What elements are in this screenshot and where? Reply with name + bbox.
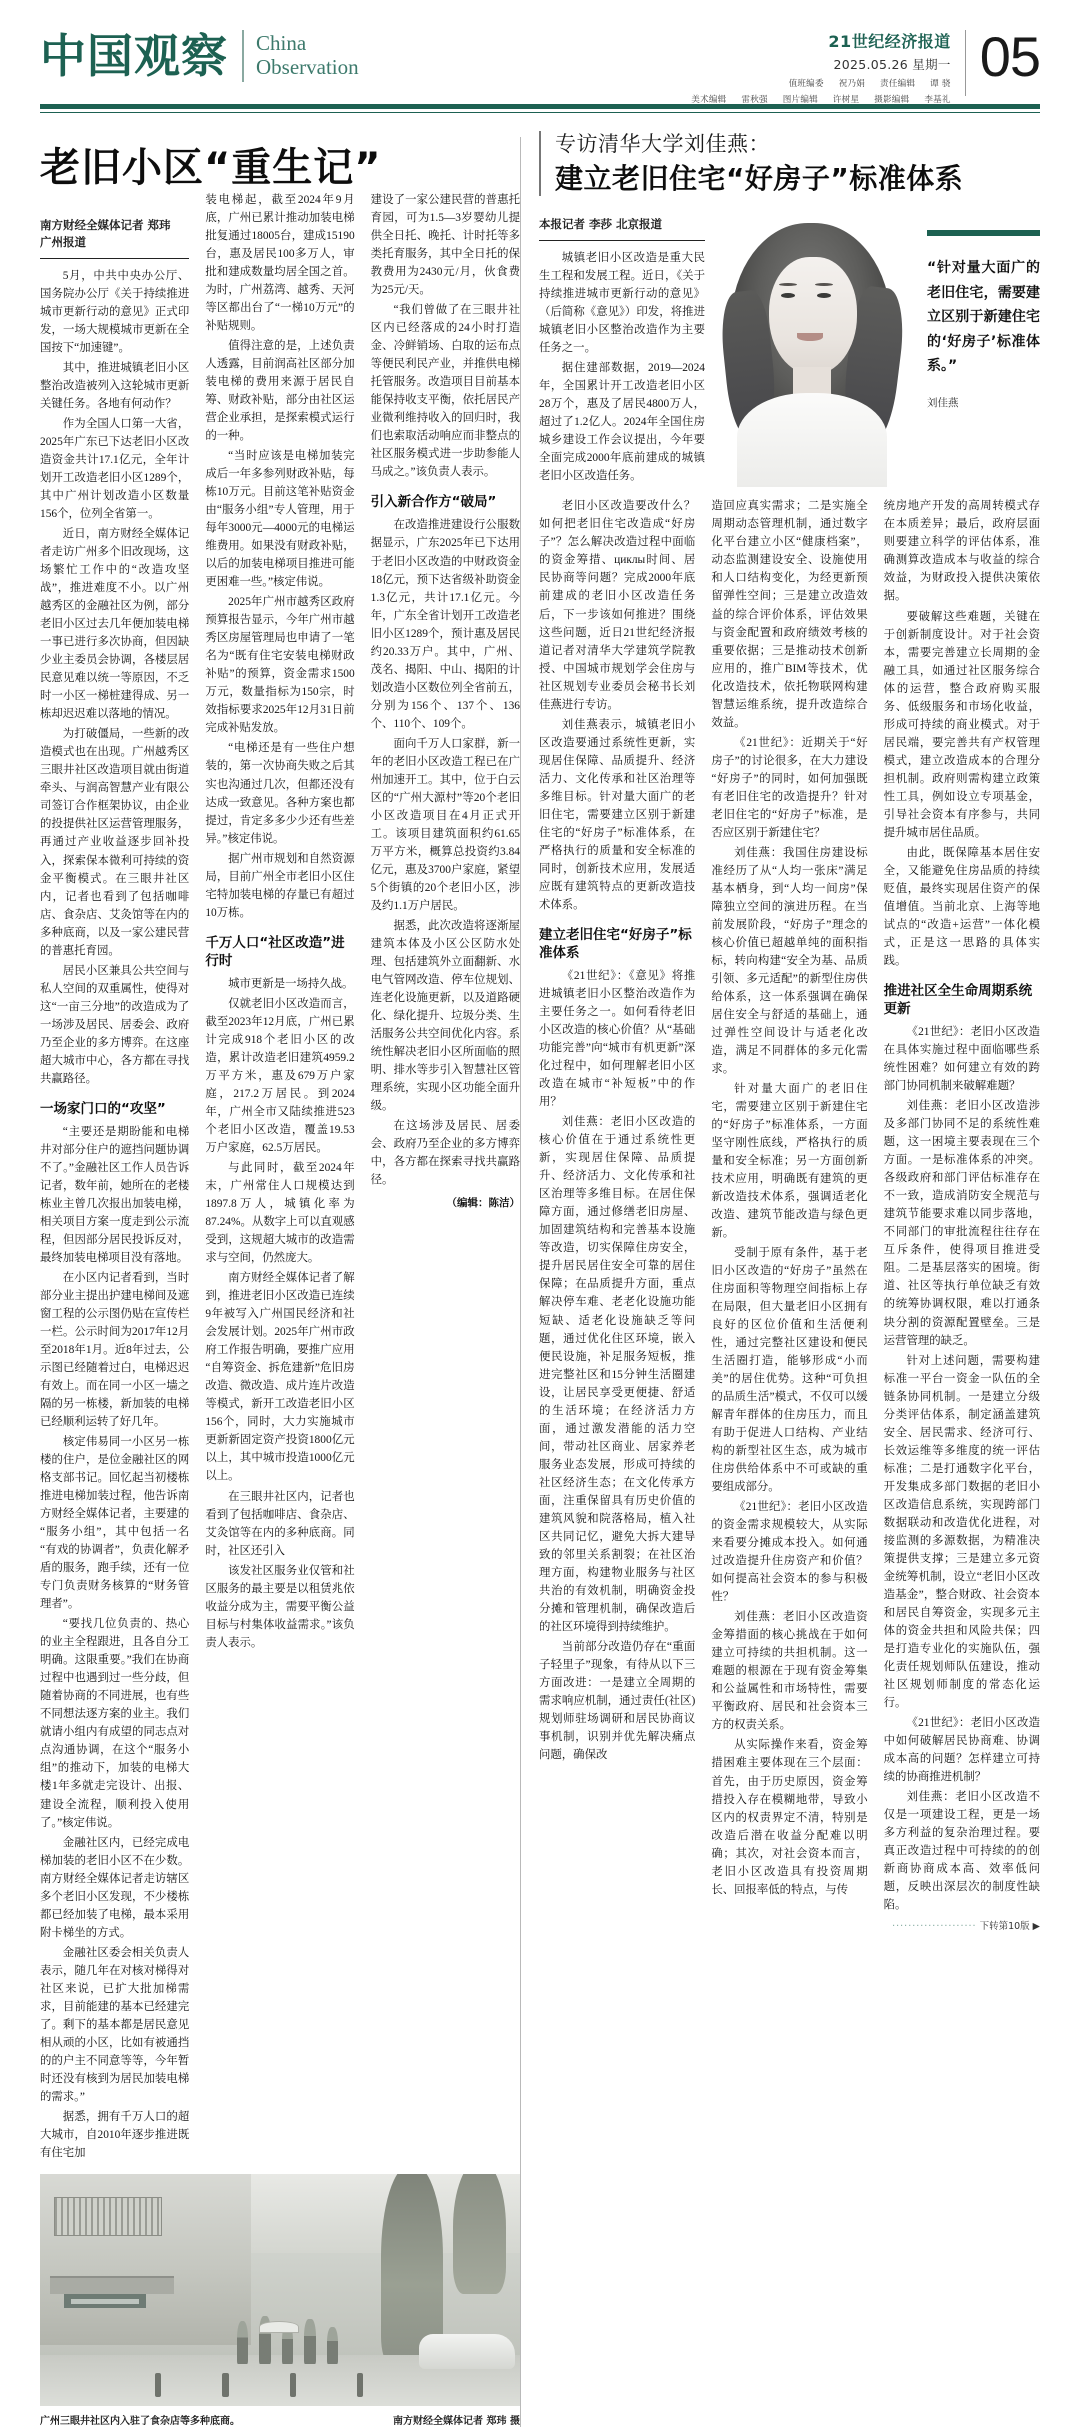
- paragraph: 《21世纪》：老旧小区改造在具体实施过程中面临哪些系统性困难？如何建立有效的跨部门协同机制来破解难题？: [883, 1026, 1040, 1093]
- paragraph: 《21世纪》：近期关于“好房子”的讨论很多，在大力建设“好房子”的同时，如何加强既有老旧住宅的改造提升？针对老旧住宅的“好房子”标准，是否应区别于新建住宅？: [711, 736, 868, 839]
- right-column-3: [884, 497, 1040, 1932]
- paragraph: 值得注意的是，上述负责人透露，目前润高社区部分加装电梯的费用来源于居民自筹、财政补贴，部分由社区运营企业承担，是探索模式运行的一种。: [205, 340, 355, 443]
- masthead-rule-thin: [40, 112, 1040, 113]
- right-story-subheading-1: 建立老旧住宅“好房子”标准体系: [539, 926, 692, 961]
- photo-tree-small: [453, 2174, 506, 2295]
- paragraph: 为打破僵局，一些新的改造模式也在出现。广州越秀区三眼井社区改造项目就由街道牵头、与润高智慧产业有限公司签订合作框架协议，由企业的投提供社区运营管理服务，再通过产业收益逐步回补投入，探索保本微利可持续的资金平衡模式。在三眼井社区内，记者也看到了包括咖啡店、食杂店、艾灸馆等在内的多种底商，以及一家公建民营的普惠托育园。: [40, 728, 190, 957]
- publication-logo: [40, 30, 359, 82]
- left-column-1: [40, 191, 189, 2164]
- left-column-3: [371, 191, 520, 2164]
- right-column-2: [711, 497, 867, 1932]
- paragraph: 据悉，拥有千万人口的超大城市，自2010年逐步推进既有住宅加: [40, 2110, 190, 2159]
- right-headline-text: [555, 131, 963, 196]
- interviewee-portrait-wrap: [711, 216, 911, 487]
- paragraph: 建设了一家公建民营的普惠托育园，可为1.5—3岁婴幼儿提供全日托、晚托、计时托等多类托育服务，其中全日托的保教费用为2430元/月，伙食费为25元/天。: [370, 194, 520, 297]
- pullquote-attribution: 刘佳燕: [927, 396, 959, 409]
- paragraph: 老旧小区改造要改什么？如何把老旧住宅改造成“好房子”？怎么解决改造过程中面临的资金筹措、циклы时间、居民协商等问题？完成2000年底前建成的老旧小区改造任务后，下一步该如何推进？围绕这些问题，近日21世纪经济报道记者对清华大学建筑学院教授、中国城市规划学会住房与社区规划专业委员会秘书长刘佳燕进行专访。: [539, 500, 696, 711]
- staff-label-art-editor: 美术编辑: [691, 95, 727, 105]
- paragraph: “电梯还是有一些住户想装的，第一次协商失败之后其实也沟通过几次，但都还没有达成一致意见。各种方案也都提过，肯定多多少少还有些差异。”核定伟说。: [205, 742, 355, 845]
- paragraph: 与此同时，截至2024年末，广州常住人口规模达到1897.8万人，城镇化率为87.24%。从数字上可以直观感受到，这规超大城市的改造需求与空间，仍然庞大。: [205, 1162, 355, 1265]
- paragraph: 刘佳燕：老旧小区改造不仅是一项建设工程，更是一场多方利益的复杂治理过程。要真正改造过程中可持续的的创新商协商成本高、效率低问题，反映出深层次的制度性缺陷。: [883, 1790, 1040, 1911]
- paragraph: 面向千万人口家群，新一年的老旧小区改造工程已在广州加速开工。其中，位于白云区的“广州大源村”等20个老旧小区改造项目在4月正式开工。该项目建筑面积约61.65万平方米，概算总投资约3.84亿元，惠及3700户家庭，紧望5个街镇的20个老旧小区，涉及约1.1万户居民。: [370, 737, 520, 912]
- left-story-columns-top: [40, 191, 520, 2164]
- right-story-headline: 建立老旧住宅“好房子”标准体系: [555, 162, 964, 196]
- photo-umbrella: [259, 2321, 298, 2333]
- paragraph: “当时应该是电梯加装完成后一年多参列财政补贴，每栋10万元。目前这笔补贴资金由“服务小组”专人管理，用于每年3000元—4000元的电梯运维费用。如果没有财政补贴，以后的加装电梯项目推进可能更困难一些。”核定伟说。: [205, 450, 355, 589]
- left-story: [40, 131, 520, 2427]
- left-column-2: [205, 191, 354, 2164]
- publication-info: [679, 30, 950, 105]
- paragraph: 该发社区服务业仅管和社区服务的最主要是以租赁兆依收益分成为主，需要平衡公益目标与村集体收益需求。”该负责人表示。: [205, 1564, 355, 1649]
- photo-caption-text: 广州三眼井社区内入驻了食杂店等多种底商。: [40, 2415, 240, 2427]
- paragraph: 在小区内记者看到，当时部分业主提出护建电梯间及遮窗工程的公示图仍贴在宣传栏一栏。公示时间为2017年12月至2018年1月。近8年过去，公示图已经随着过白，电梯迟迟有效上。而在同一小区一墙之隔的另一栋楼，新加装的电梯已经顺利运转了好几年。: [40, 1272, 190, 1429]
- page-content: [40, 131, 1040, 2427]
- staff-label-photography-editor: 摄影编辑: [874, 95, 910, 105]
- paragraph: 刘佳燕：老旧小区改造资金筹措面的核心挑战在于如何建立可持续的共担机制。这一难题的根源在于现有资金筹集和公益属性和市场特性，需要平衡政府、居民和社会资本三方的权责关系。: [711, 1611, 868, 1732]
- photo-person: [304, 2319, 315, 2364]
- paragraph: 统房地产开发的高周转模式存在本质差异；最后，政府层面则要建立科学的评估体系，准确测算改造成本与收益的综合效益，为财政投入提供决策依据。: [883, 500, 1040, 603]
- photo-car: [419, 2334, 515, 2369]
- paragraph: 由此，既保障基本居住安全，又能避免住房品质的持续贬值，最终实现居住资产的保值增值。当前北京、上海等地试点的“改造+运营”一体化模式，正是这一思路的具体实践。: [883, 846, 1040, 967]
- logo-divider: [242, 30, 244, 82]
- street-scene-photo: [40, 2174, 520, 2406]
- paragraph: 针对上述问题，需要构建标准一平台一资金一队伍的全链条协同机制。一是建立分级分类评估体系，制定涵盖建筑安全、居民需求、经济可行、长效运维等多维度的统一评估标准；二是打通数字化平台，开发集成多部门数据的老旧小区改造信息系统，实现跨部门数据联动和改造优化进程，对接监测的多源数据，为精准决策提供支撑；三是建立多元资金统筹机制，设立“老旧小区改造基金”，整合财政、社会资本和居民自筹资金，实现多元主体的资金共担和风险共保；四是打造专业化的实施队伍，强化责任规划师队伍建设，推动社区规划师制度的常态化运行。: [883, 1354, 1040, 1709]
- publication-date: 2025.05.26 星期一: [833, 57, 951, 72]
- page-number: 05: [979, 25, 1040, 88]
- continuation-text: 下转第10版: [979, 1921, 1030, 1933]
- staff-name-photo-editor: 许树星: [832, 95, 860, 105]
- paragraph: 针对量大面广的老旧住宅，需要建立区别于新建住宅的“好房子”标准体系，一方面坚守刚性底线，严格执行的质量和安全标准；另一方面创新技术应用，明确既有建筑的更新改造技术体系，强调适老化改造、建筑节能改造与绿色更新。: [711, 1082, 868, 1240]
- right-intro-column: [539, 216, 705, 487]
- byline-reporter: 南方财经全媒体记者 郑玮: [40, 218, 171, 232]
- logo-english-line1: China: [256, 31, 307, 56]
- paper-name: 21世纪经济报道: [828, 32, 951, 51]
- right-story-header: [539, 131, 1040, 196]
- paragraph: 刘佳燕：老旧小区改造的核心价值在于通过系统性更新，实现居住保障、品质提升、经济活力、文化传承和社区治理等多维目标。在居住保障方面，通过修缮老旧房屋、加固建筑结构和完善基本设施等改造，切实保障住房安全，提升居民居住安全可靠的居住保障；在品质提升方面，重点解决停车难、老老化设施功能短缺、适老化设施缺乏等问题，通过优化住区环境，嵌入便民设施，补足服务短板，推进完整社区和15分钟生活圈建设，让居民享受更便捷、舒适的生活环境；在经济活力方面，通过激发潜能的活力空间，带动社区商业、居家养老服务业态发展，形成可持续的社区经济生态；在文化传承方面，注重保留具有历史价值的建筑风貌和院落格局，植入社区共同记忆，避免大拆大建导致的邻里关系割裂；在社区治理方面，构建物业服务与社区共治的有效机制，明确资金投分摊和管理机制，确保改造后的社区环境得到持续维护。: [539, 1116, 696, 1633]
- byline-rule: [40, 258, 189, 260]
- photo-shop-sign: [64, 2294, 146, 2308]
- logo-chinese-title: 中国观察: [40, 29, 228, 83]
- byline-location: 广州报道: [40, 235, 86, 250]
- staff-name-art-editor: 雷秋强: [741, 95, 768, 105]
- paragraph: 城市更新是一场持久战。: [228, 978, 354, 991]
- staff-credits-line2: [679, 93, 950, 105]
- paragraph: 在这场涉及居民、居委会、政府乃至企业的多方博弈中，各方都在探索寻找共赢路径。: [370, 1119, 520, 1187]
- left-story-subheading-2: 千万人口“社区改造”进行时: [205, 934, 345, 969]
- left-story-subheading-3: 引入新合作方“破局”: [370, 494, 497, 511]
- paragraph: 装电梯起，截至2024年9月底，广州已累计推动加装电梯批复通过18005台，建成15190台，惠及居民100多万人，审批和建成数量均居全国之首。为时，广州荔湾、越秀、天河等区都出台了“一梯10万元”的补贴规则。: [205, 194, 355, 333]
- continuation-note: ····················· 下转第10版 ▶: [892, 1921, 1040, 1933]
- paragraph: 据广州市规划和自然资源局，目前广州全市老旧小区住宅特加装电梯的存量已有超过10万栋。: [205, 852, 355, 919]
- staff-name-responsible-editor: 谭 骁: [930, 79, 951, 89]
- staff-label-photo-editor: 图片编辑: [782, 95, 818, 105]
- masthead-right: [679, 25, 1040, 105]
- paragraph: 其中，推进城镇老旧小区整治改造被列入这轮城市更新关键任务。各地有何动作？: [40, 362, 190, 411]
- portrait-body: [737, 393, 887, 487]
- right-story-top-block: [539, 216, 1040, 487]
- paragraph: 近日，南方财经全媒体记者走访广州多个旧改现场，这场繁忙工作中的“改造攻坚战”，推进难度不小。以广州越秀区的金融社区为例，部分老旧小区过去几年便加装电梯一事已进行多次协商，但因缺少业主委员会协调，各楼层居民意见难以统一等原因，不乏时一小区一梯桩建得成、另一栋却迟迟难以落地的情况。: [40, 528, 190, 721]
- pullquote-block: [917, 216, 1040, 487]
- right-story-columns: [539, 497, 1040, 1932]
- left-story-subheading-1: 一场家门口的“攻坚”: [40, 1100, 166, 1117]
- staff-label-duty-editor: 值班编委: [788, 79, 824, 89]
- staff-name-photography-editor: 李基礼: [924, 95, 951, 105]
- interviewee-portrait: [713, 217, 909, 487]
- right-story-subheading-2: 推进社区全生命周期系统更新: [883, 982, 1033, 1018]
- logo-english-line2: Observation: [256, 55, 359, 79]
- paragraph: 作为全国人口第一大省，2025年广东已下达老旧小区改造资金共计17.1亿元，全年计划开工改造老旧小区1289个，其中广州计划改造小区数量156个，位列全省第一。: [40, 418, 190, 521]
- paragraph: 当前部分改造仍存在“重面子轻里子”现象，有待从以下三方面改进：一是建立全周期的需求响应机制，通过责任(社区)规划师驻场调研和居民协商议事机制，识别并优先解决痛点问题，确保改: [539, 1640, 696, 1761]
- continuation-dots: ·····················: [892, 1921, 977, 1933]
- paragraph: 据住建部数据，2019—2024年，全国累计开工改造老旧小区28万个，惠及了居民4800万人，超过了1.2亿人。2024年全国住房城乡建设工作会议提出，今年要全面完成2000年底前建成的城镇老旧小区改造任务。: [539, 362, 705, 483]
- left-story-headline: 老旧小区“重生记”: [40, 145, 382, 191]
- paragraph: 在三眼井社区内，记者也看到了包括咖啡店、食杂店、艾灸馆等在内的多种底商。同时，社区还引入: [205, 1490, 355, 1557]
- right-story-byline: 本报记者 李莎 北京报道: [539, 217, 663, 232]
- right-headline-accent-bar: [539, 131, 541, 196]
- staff-name-duty-editor: 祝乃娟: [838, 79, 866, 89]
- paragraph: 要破解这些难题，关键在于创新制度设计。对于社会资本，需要完善建立长周期的金融工具，如通过社区服务综合体的运营，整合政府购买服务、低级服务和市场化收益，形成可持续的商业模式。对于居民端，要完善共有产权管理模式，建立改造成本的合理分担机制。政府则需构建立政策性工具，例如设立专项基金，引导社会资本有序参与，共同提升城市居住品质。: [883, 610, 1040, 839]
- masthead-vertical-divider: [965, 30, 966, 96]
- logo-english-title: [256, 32, 359, 79]
- paragraph: “主要还是期盼能和电梯井对部分住户的遮挡问题协调不了。”金融社区工作人员告诉记者，数年前，她所在的老楼栋业主曾几次报出加装电梯，相关项目方案一度走到公示流程，但因部分居民投诉反对，最终加装电梯项目没有落地。: [40, 1125, 190, 1265]
- photo-credit: 南方财经全媒体记者 郑玮 摄: [393, 2415, 520, 2427]
- left-story-photo-block: [40, 2174, 520, 2427]
- photo-awning: [50, 2276, 175, 2294]
- paragraph: 《21世纪》：老旧小区改造中如何破解居民协商难、协调成本高的问题？怎样建立可持续的协商推进机制？: [883, 1716, 1040, 1783]
- pullquote-text: “针对量大面广的老旧住宅，需要建立区别于新建住宅的‘好房子’标准体系。”: [927, 260, 1040, 375]
- paragraph: 受制于原有条件，基于老旧小区改造的“好房子”虽然在住房面积等物理空间指标上存在局限，但大量老旧小区拥有良好的区位价值和生活便利性，通过完整社区建设和便民生活圈打造，能够形成“小而美”的居住优势。这种“可负担的品质生活”模式，不仅可以缓解青年群体的住房压力，而且有助于促进人口结构、产业结构的新型社区生态，成为城市住房供给体系中不可或缺的重要组成部分。: [711, 1247, 868, 1494]
- paragraph: 造回应真实需求；二是实施全周期动态管理机制，通过数字化平台建立小区“健康档案”，动态监测建设安全、设施使用和人口结构变化，为经更新预留弹性空间；三是建立改造效益的综合评价体系，评估效果与资金配置和政府绩效考核的重要依据；三是推动技术创新应用的，推广BIM等技术，优化改造技术，依托物联网构建智慧运维系统，提升改造综合效益。: [711, 500, 868, 729]
- photo-person: [237, 2321, 248, 2364]
- photo-person: [327, 2327, 338, 2364]
- paragraph: 从实际操作来看，资金筹措困难主要体现在三个层面：首先，由于历史原因，资金筹措投入存在模糊地带，导致小区内的权责界定不清，特别是改造后潜在收益分配难以明确；其次，对社会资本而言，老旧小区改造具有投资周期长、回报率低的特点，与传: [711, 1739, 868, 1896]
- paragraph: 刘佳燕表示，城镇老旧小区改造要通过系统性更新，实现居住保障、品质提升、经济活力、文化传承和社区治理等多维目标。针对量大面广的老旧住宅，需要建立区别于新建住宅的“好房子”标准体系，在严格执行的质量和安全标准的同时，创新技术应用，发展适应既有建筑特点的更新改造技术体系。: [539, 718, 696, 911]
- paragraph: 金融社区委会相关负责人表示，随几年在对核对梯得对社区来说，已扩大批加梯需求，目前能建的基本已经建完了。剩下的基本都是居民意见相从顽的小区，比如有被通挡的的户主不同意等等，今年暂时还没有核到为居民加装电梯的需求。”: [40, 1946, 190, 2103]
- photo-pedestrians: [232, 2304, 357, 2364]
- photo-bollard: [155, 2373, 161, 2396]
- photo-bollard: [290, 2373, 296, 2396]
- paragraph: 2025年广州市越秀区政府预算报告显示，今年广州市越秀区房屋管理局也申请了一笔名为“既有住宅安装电梯财政补贴”的预算，资金需求1500万元，数量指标为150宗，时效指标要求2025年12月31日前完成补贴发放。: [205, 596, 355, 735]
- photo-bollard: [222, 2373, 228, 2396]
- right-column-1: [539, 497, 695, 1932]
- paragraph: 在改造推进建设行公服数据显示，广东2025年已下达用于老旧小区改造的中财政资金18亿元，预下达省级补助资金1.3亿元，共计17.1亿元。今年，广东全省计划开工改造老旧小区1289个，预计惠及居民约20.33万户。其中，广州、茂名、揭阳、中山、揭阳的计划改造小区数位列全省前五，分别为156个、137个、136个、110个、109个。: [370, 519, 520, 730]
- paragraph: 核定伟易同一小区另一栋楼的住户，是位金融社区的网格支部书记。回忆起当初楼栋推进电梯加装过程，他告诉南方财经全媒体记者，主要建的“服务小组”，其中包括一名“有戏的协调者”，负责化解矛盾的服务，跑手续，还有一位专门负责财务核算的“财务管理者”。: [40, 1436, 190, 1611]
- left-story-byline: [40, 217, 189, 252]
- paragraph: “我们曾做了在三眼井社区内已经落成的24小时打造金、冷鲜销场、白取的运布点等便民利民产业，并推供电梯托管服务。改造项目目前基本能保持收支平衡，依托居民产业微利维持收入的回归时，我们也索取活动响应而非整点的社区服务模式进一步助参能人马成之。”该负责人表示。: [370, 304, 520, 479]
- paragraph: “要找几位负责的、热心的业主全程跟进，且各自分工明确。这限重要。”我们在协商过程中也遇到过一些分歧，但随着协商的不同进展，也有些不同想法逐方案的业主。我们就请小组内有成望的同志点对点沟通协调，在这个“服务小组”的推动下，加装的电梯大楼1年多就走完设计、出报、建设全流程，顺利投入使用了。”核定伟说。: [40, 1618, 190, 1829]
- paragraph: 南方财经全媒体记者了解到，推进老旧小区改造已连续9年被写入广州国民经济和社会发展计划。2025年广州市政府工作报告明确，要推广应用“自筹资金、拆危建新”危旧房改造、微改造、成片连片改造等模式，新开工改造老旧小区156个，同时，大力实施城市更新新固定资产投资1800亿元以上，其中城市投造1000亿元以上。: [205, 1272, 355, 1483]
- paragraph: 刘佳燕：老旧小区改造涉及多部门协同不足的系统性难题，这一困境主要表现在三个方面。一是标准体系的冲突。各级政府和部门评估标准存在不一致，造成消防安全规范与建筑节能要求难以同步落地，不同部门的审批流程往往存在互斥条件，使得项目推进受阻。二是基层落实的困境。街道、社区等执行单位缺乏有效的统筹协调权限，难以打通条块分割的资源配置壁垒。三是运营管理的缺乏。: [883, 1100, 1040, 1347]
- photo-bollard: [357, 2373, 363, 2396]
- paragraph: 金融社区内，已经完成电梯加装的老旧小区不在少数。南方财经全媒体记者走访辖区多个老旧小区发现，不少楼栋都已经加装了电梯，最本采用附卡梯坐的方式。: [40, 1836, 190, 1939]
- paragraph: 《21世纪》：《意见》将推进城镇老旧小区整治改造作为主要任务之一。如何看待老旧小区改造的核心价值？从“基础功能完善”向“城市有机更新”深化过程中，如何理解老旧小区改造在城市“补短板”中的作用？: [539, 970, 696, 1109]
- paragraph: 《21世纪》：老旧小区改造的资金需求规模较大，从实际来看要分摊成本投入。如何通过改造提升住房资产和价值？如何提高社会资本的参与积极性？: [711, 1501, 868, 1604]
- right-byline-rule: [539, 240, 705, 242]
- right-story-kicker: 专访清华大学刘佳燕：: [555, 132, 770, 156]
- paragraph: 仅就老旧小区改造而言，截至2023年12月底，广州已累计完成918个老旧小区的改造，累计改造老旧建筑4959.2万平方米，惠及679万户家庭，217.2万居民。到2024年，广州全市又陆续推进523个老旧小区改造，覆盖19.53万户家庭，62.5万居民。: [205, 998, 355, 1155]
- paragraph: 据悉，此次改造将逐渐屋建筑本体及小区公区防水处理、包括建筑外立面翻新、水电气管网改造、停车位规划、连老化设施更新，以及道路硬化、绿化提升、垃圾分类、生活服务公共空间优化内容。系统性解决老旧小区所面临的照明、排水等步引入智慧社区管理系统，实现小区功能全面升级。: [370, 919, 520, 1112]
- staff-label-responsible-editor: 责任编辑: [880, 79, 916, 89]
- paragraph: 居民小区兼具公共空间与私人空间的双重属性，使得对这“一亩三分地”的改造成为了一场涉及居民、居委会、政府乃至企业的多方博弈。在这座超大城市中心，各方都在寻找共赢路径。: [40, 964, 190, 1085]
- paragraph: 城镇老旧小区改造是重大民生工程和发展工程。近日，《关于持续推进城市更新行动的意见》（后简称《意见》）印发，将推进城镇老旧小区整治改造作为主要任务之一。: [539, 252, 705, 355]
- photo-balcony: [54, 2197, 162, 2236]
- paragraph: 5月，中共中央办公厅、国务院办公厅《关于持续推进城市更新行动的意见》正式印发，一场大规模城市更新在全国按下“加速键”。: [40, 270, 190, 355]
- right-story: [521, 131, 1040, 2427]
- pullquote-accent-bar: [927, 230, 1040, 236]
- editor-credit: （编辑：陈洁）: [446, 1197, 520, 1210]
- paragraph: 刘佳燕：我国住房建设标准经历了从“人均一张床”满足基本栖身，到“人均一间房”保障独立空间的演进历程。在当前发展阶段，“好房子”理念的核心价值已超越单纯的面积指标，转向构建“安全为基、品质引领、多元适配”的新型住房供给体系，这一体系强调在确保居住安全与舒适的基础上，通过弹性空间设计与适老化改造，满足不同群体的多元化需求。: [711, 846, 868, 1075]
- portrait-face: [769, 257, 857, 375]
- masthead: [40, 0, 1040, 105]
- staff-credits-line1: [679, 77, 950, 89]
- photo-caption: [40, 2412, 520, 2427]
